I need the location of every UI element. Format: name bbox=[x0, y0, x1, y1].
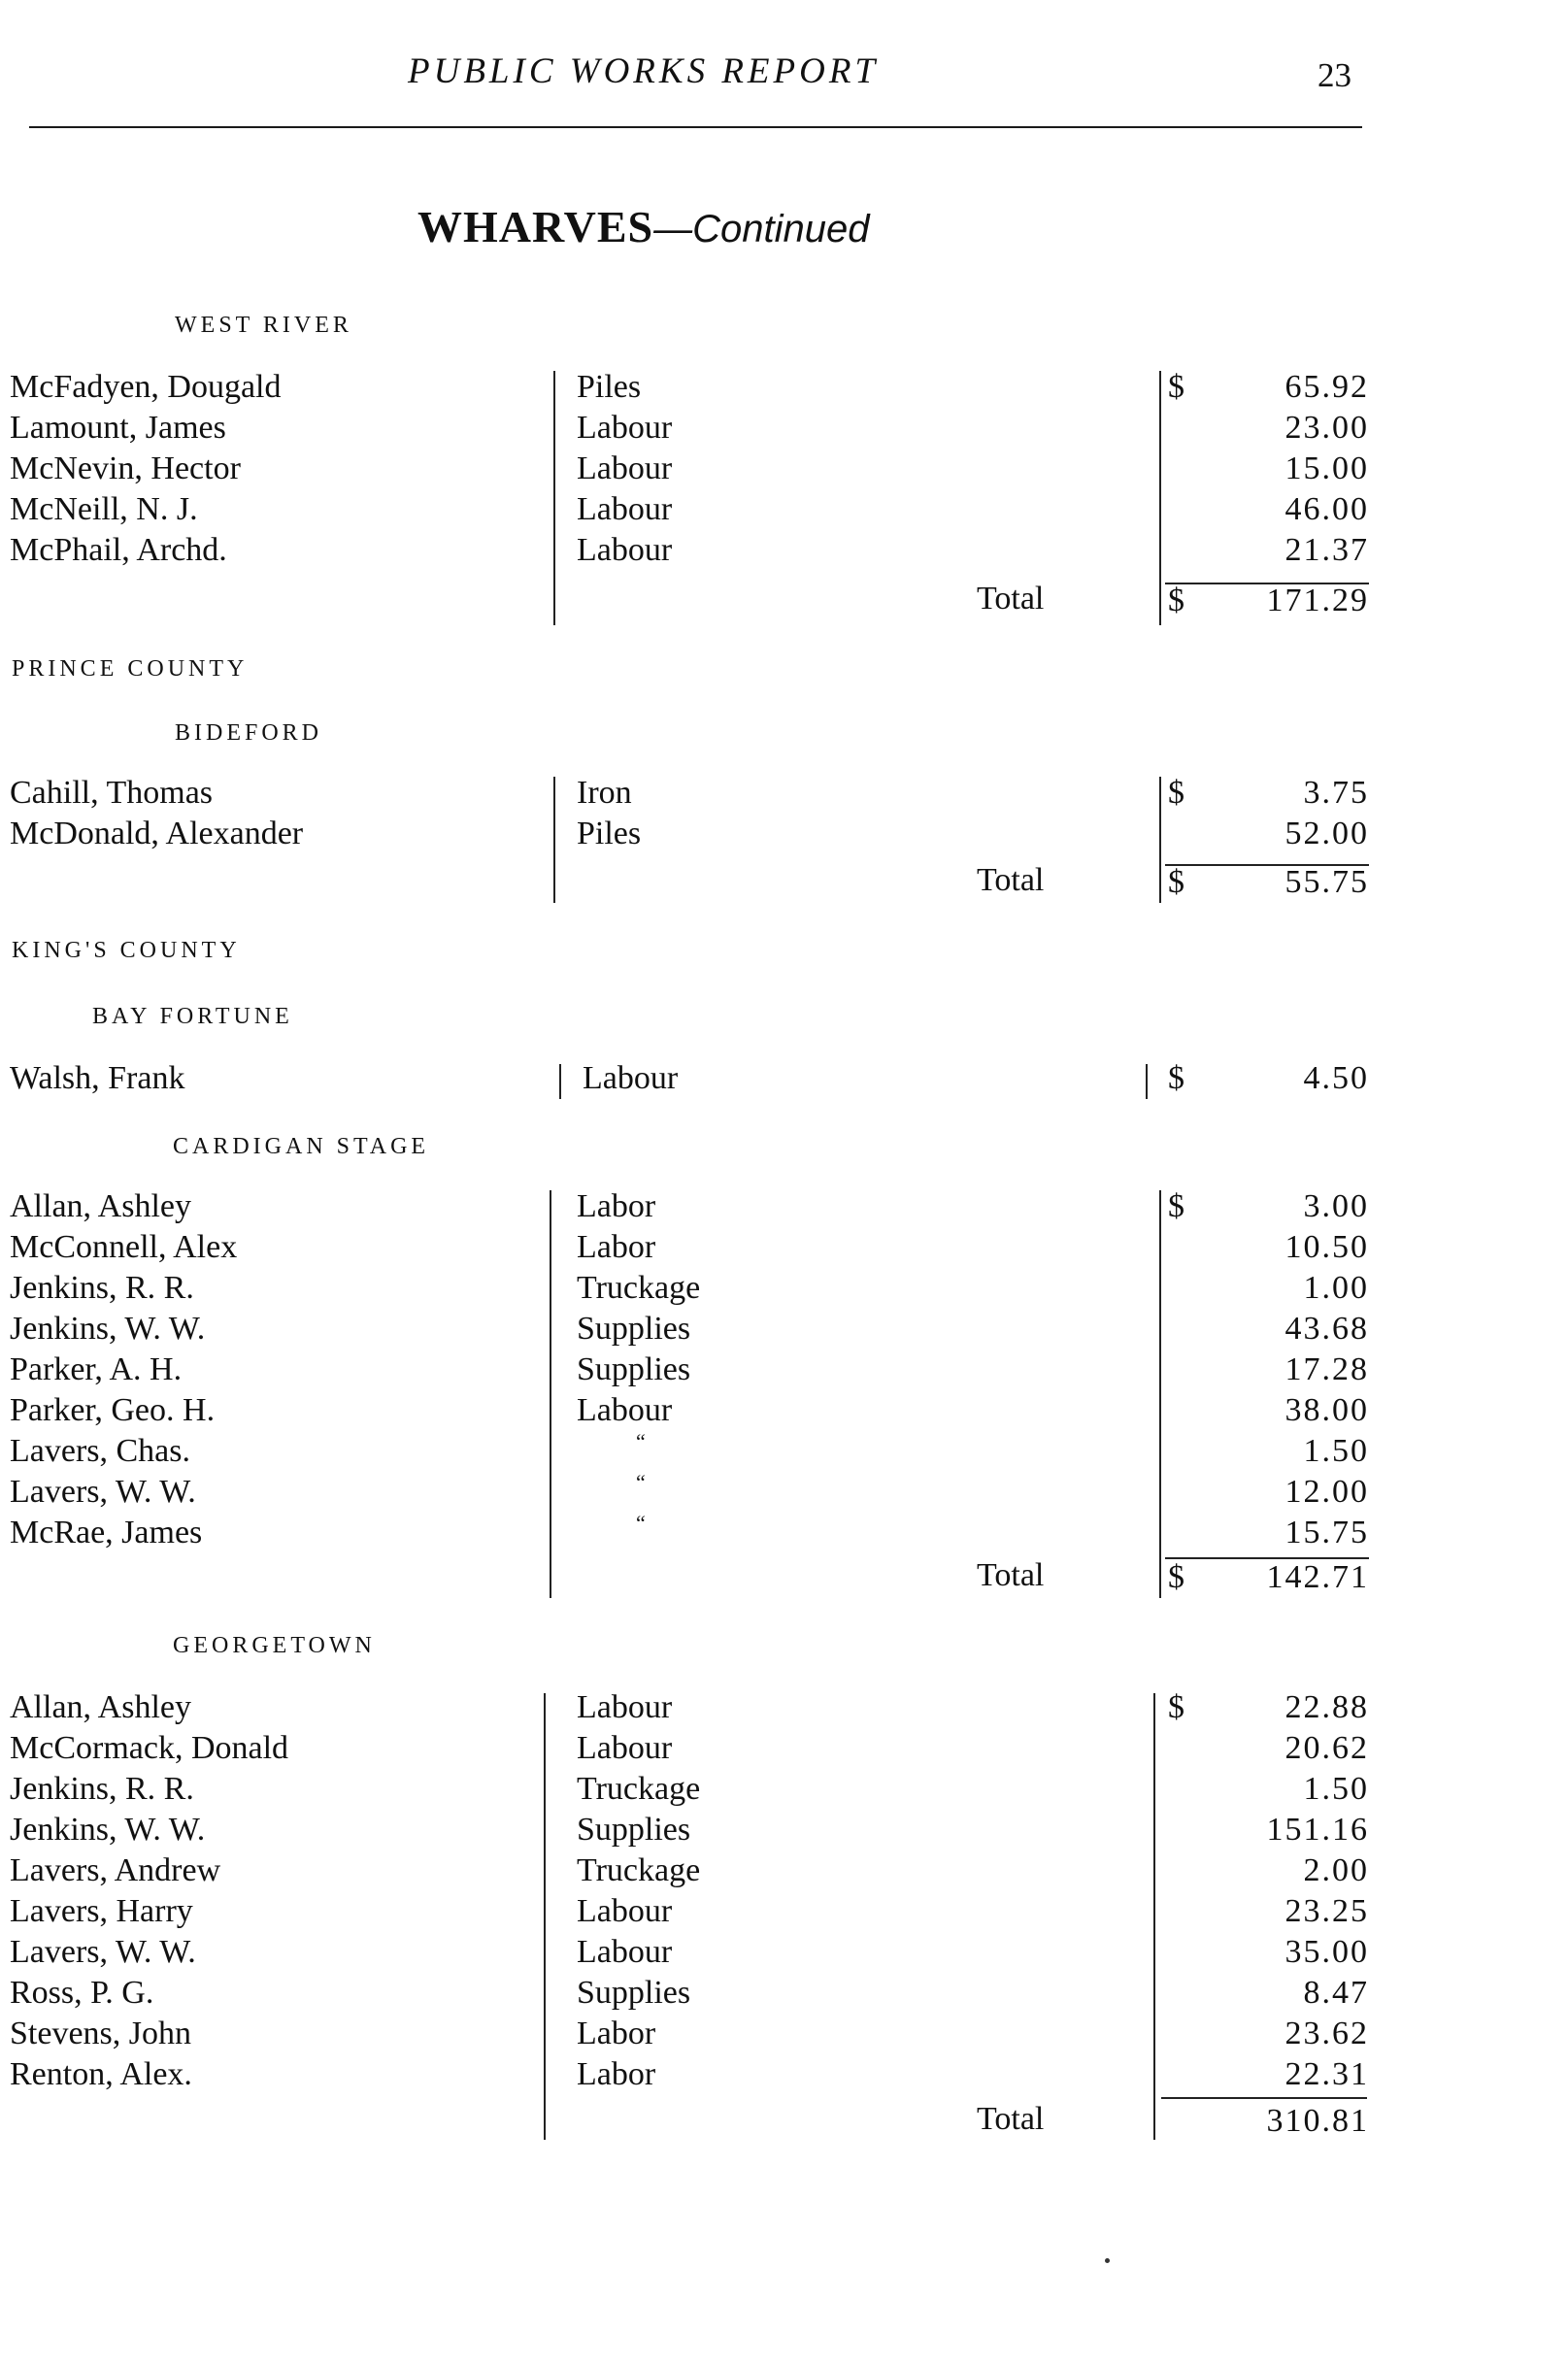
payee-name: Stevens, John bbox=[10, 2016, 191, 2051]
section-label-west-river: WEST RIVER bbox=[175, 313, 352, 338]
item-description: Truckage bbox=[577, 1270, 701, 1306]
section-label-bay-fortune: BAY FORTUNE bbox=[92, 1004, 293, 1029]
amount: 1.00 bbox=[1303, 1270, 1369, 1306]
currency-sign: $ bbox=[1168, 1689, 1184, 1725]
item-description: Labour bbox=[583, 1060, 679, 1096]
amount: 38.00 bbox=[1284, 1392, 1369, 1428]
payee-name: Lavers, Harry bbox=[10, 1893, 193, 1929]
table-row bbox=[0, 1229, 1568, 1270]
total-row bbox=[0, 2101, 1568, 2146]
table-row bbox=[0, 1188, 1568, 1229]
amount: 1.50 bbox=[1303, 1433, 1369, 1469]
table-row bbox=[0, 816, 1568, 856]
amount: 15.00 bbox=[1284, 450, 1369, 486]
table-row bbox=[0, 450, 1568, 491]
item-description: Labour bbox=[577, 1934, 673, 1970]
item-description: Supplies bbox=[577, 1975, 691, 2011]
payee-name: Jenkins, R. R. bbox=[10, 1771, 194, 1807]
payee-name: McFadyen, Dougald bbox=[10, 369, 282, 405]
payee-name: McRae, James bbox=[10, 1515, 203, 1550]
table-row bbox=[0, 1429, 1568, 1474]
table-row bbox=[0, 1311, 1568, 1351]
table-row bbox=[0, 1730, 1568, 1771]
currency-sign: $ bbox=[1168, 583, 1184, 618]
amount: 43.68 bbox=[1284, 1311, 1369, 1347]
payee-name: Lavers, W. W. bbox=[10, 1934, 196, 1970]
item-description: Labor bbox=[577, 1229, 656, 1265]
table-row bbox=[0, 1812, 1568, 1852]
total-amount: 171.29 bbox=[1266, 583, 1369, 618]
payee-name: Cahill, Thomas bbox=[10, 775, 214, 811]
amount: 20.62 bbox=[1284, 1730, 1369, 1766]
amount: 4.50 bbox=[1303, 1060, 1369, 1096]
item-description: Truckage bbox=[577, 1771, 701, 1807]
amount: 10.50 bbox=[1284, 1229, 1369, 1265]
amount: 46.00 bbox=[1284, 491, 1369, 527]
page-heading bbox=[417, 201, 869, 252]
item-description: Labor bbox=[577, 2016, 656, 2051]
page-number: 23 bbox=[1318, 56, 1351, 94]
amount: 12.00 bbox=[1284, 1474, 1369, 1510]
print-speck bbox=[1105, 2258, 1110, 2263]
item-description: Labour bbox=[577, 1893, 673, 1929]
table-row bbox=[0, 1270, 1568, 1311]
payee-name: Renton, Alex. bbox=[10, 2056, 192, 2092]
heading-main: WHARVES bbox=[417, 202, 654, 251]
table-row bbox=[0, 1511, 1568, 1555]
total-row bbox=[0, 1557, 1568, 1602]
payee-name: McCormack, Donald bbox=[10, 1730, 289, 1766]
total-row bbox=[0, 862, 1568, 907]
item-description: Piles bbox=[577, 369, 642, 405]
payee-name: Lamount, James bbox=[10, 410, 226, 446]
amount: 35.00 bbox=[1284, 1934, 1369, 1970]
payee-name: Allan, Ashley bbox=[10, 1689, 191, 1725]
table-row bbox=[0, 1060, 1568, 1101]
payee-name: McPhail, Archd. bbox=[10, 532, 227, 568]
total-label: Total bbox=[977, 2101, 1045, 2137]
sum-rule bbox=[1161, 2097, 1367, 2099]
total-row bbox=[0, 581, 1568, 625]
amount: 151.16 bbox=[1266, 1812, 1369, 1848]
item-description: Labour bbox=[577, 1392, 673, 1428]
amount: 15.75 bbox=[1284, 1515, 1369, 1550]
ditto-mark: “ bbox=[636, 1470, 646, 1494]
total-label: Total bbox=[977, 581, 1045, 616]
amount: 3.00 bbox=[1303, 1188, 1369, 1224]
item-description: Labour bbox=[577, 450, 673, 486]
currency-sign: $ bbox=[1168, 775, 1184, 811]
table-row bbox=[0, 369, 1568, 410]
payee-name: Lavers, Andrew bbox=[10, 1852, 221, 1888]
payee-name: Jenkins, W. W. bbox=[10, 1311, 206, 1347]
amount: 21.37 bbox=[1284, 532, 1369, 568]
table-row bbox=[0, 1351, 1568, 1392]
item-description: Labour bbox=[577, 491, 673, 527]
table-row bbox=[0, 2056, 1568, 2097]
currency-sign: $ bbox=[1168, 1188, 1184, 1224]
currency-sign: $ bbox=[1168, 369, 1184, 405]
table-row bbox=[0, 2016, 1568, 2056]
payee-name: Parker, A. H. bbox=[10, 1351, 183, 1387]
item-description: Labour bbox=[577, 532, 673, 568]
currency-sign: $ bbox=[1168, 1060, 1184, 1096]
amount: 3.75 bbox=[1303, 775, 1369, 811]
payee-name: McNevin, Hector bbox=[10, 450, 241, 486]
county-label-kings: KING'S COUNTY bbox=[12, 938, 241, 963]
amount: 65.92 bbox=[1284, 369, 1369, 405]
ditto-mark: “ bbox=[636, 1429, 646, 1453]
table-row bbox=[0, 410, 1568, 450]
item-description: Labour bbox=[577, 410, 673, 446]
table-row bbox=[0, 1470, 1568, 1515]
payee-name: McDonald, Alexander bbox=[10, 816, 304, 851]
table-row bbox=[0, 1689, 1568, 1730]
amount: 8.47 bbox=[1303, 1975, 1369, 2011]
payee-name: Ross, P. G. bbox=[10, 1975, 154, 2011]
table-row bbox=[0, 775, 1568, 816]
table-row bbox=[0, 1852, 1568, 1893]
county-label-prince: PRINCE COUNTY bbox=[12, 656, 249, 682]
item-description: Piles bbox=[577, 816, 642, 851]
payee-name: Walsh, Frank bbox=[10, 1060, 185, 1096]
amount: 23.62 bbox=[1284, 2016, 1369, 2051]
total-label: Total bbox=[977, 862, 1045, 898]
payee-name: Parker, Geo. H. bbox=[10, 1392, 216, 1428]
amount: 52.00 bbox=[1284, 816, 1369, 851]
payee-name: Jenkins, R. R. bbox=[10, 1270, 194, 1306]
amount: 22.31 bbox=[1284, 2056, 1369, 2092]
ditto-mark: “ bbox=[636, 1511, 646, 1535]
table-row bbox=[0, 491, 1568, 532]
item-description: Labor bbox=[577, 2056, 656, 2092]
amount: 2.00 bbox=[1303, 1852, 1369, 1888]
total-amount: 142.71 bbox=[1266, 1559, 1369, 1595]
item-description: Iron bbox=[577, 775, 632, 811]
amount: 22.88 bbox=[1284, 1689, 1369, 1725]
amount: 23.00 bbox=[1284, 410, 1369, 446]
item-description: Supplies bbox=[577, 1311, 691, 1347]
table-row bbox=[0, 1934, 1568, 1975]
payee-name: Jenkins, W. W. bbox=[10, 1812, 206, 1848]
table-row bbox=[0, 1975, 1568, 2016]
amount: 23.25 bbox=[1284, 1893, 1369, 1929]
table-row bbox=[0, 1392, 1568, 1433]
table-row bbox=[0, 1893, 1568, 1934]
heading-continued: —Continued bbox=[653, 208, 870, 250]
payee-name: Lavers, Chas. bbox=[10, 1433, 191, 1469]
header-rule bbox=[29, 126, 1362, 128]
item-description: Labour bbox=[577, 1730, 673, 1766]
item-description: Labor bbox=[577, 1188, 656, 1224]
item-description: Truckage bbox=[577, 1852, 701, 1888]
payee-name: McConnell, Alex bbox=[10, 1229, 238, 1265]
amount: 1.50 bbox=[1303, 1771, 1369, 1807]
payee-name: Allan, Ashley bbox=[10, 1188, 191, 1224]
total-label: Total bbox=[977, 1557, 1045, 1593]
amount: 17.28 bbox=[1284, 1351, 1369, 1387]
currency-sign: $ bbox=[1168, 1559, 1184, 1595]
report-title: PUBLIC WORKS REPORT bbox=[408, 51, 880, 91]
table-row bbox=[0, 532, 1568, 573]
total-amount: 310.81 bbox=[1266, 2103, 1369, 2139]
table-row bbox=[0, 1771, 1568, 1812]
item-description: Supplies bbox=[577, 1812, 691, 1848]
section-label-cardigan-stage: CARDIGAN STAGE bbox=[173, 1134, 430, 1159]
item-description: Supplies bbox=[577, 1351, 691, 1387]
currency-sign: $ bbox=[1168, 864, 1184, 900]
total-amount: 55.75 bbox=[1284, 864, 1369, 900]
payee-name: Lavers, W. W. bbox=[10, 1474, 196, 1510]
payee-name: McNeill, N. J. bbox=[10, 491, 198, 527]
section-label-georgetown: GEORGETOWN bbox=[173, 1633, 376, 1658]
item-description: Labour bbox=[577, 1689, 673, 1725]
running-head bbox=[0, 50, 1568, 109]
section-label-bideford: BIDEFORD bbox=[175, 720, 323, 746]
